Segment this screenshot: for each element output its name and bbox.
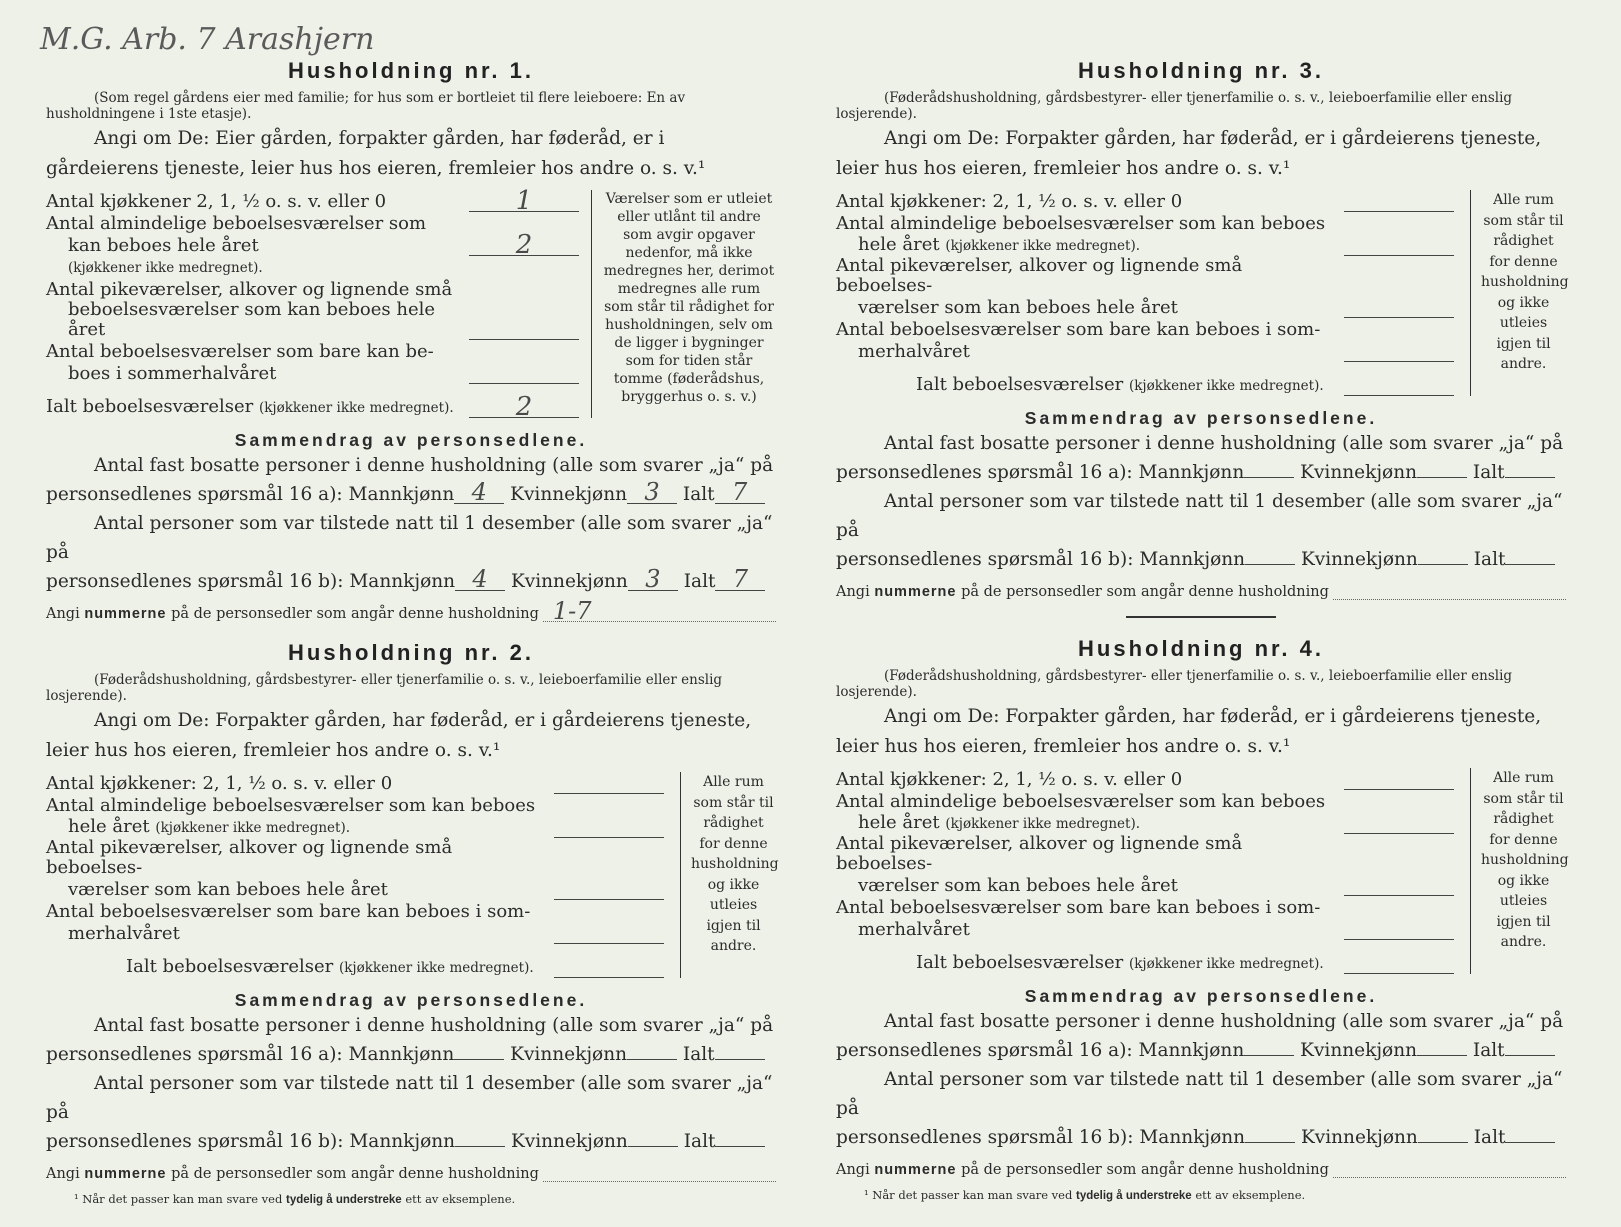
kitchens-label: Antal kjøkkener 2, 1, ½ o. s. v. eller 0 <box>46 191 387 212</box>
present-male-answer[interactable]: 4 <box>455 568 505 591</box>
household-1-present-line-2: personsedlenes spørsmål 16 b): Mannkjønn 4 Kvinnekjønn 3 Ialt 7 <box>46 567 776 596</box>
household-2-title: Husholdning nr. 2. <box>288 640 534 665</box>
maid-rooms-answer[interactable] <box>1344 296 1454 318</box>
rooms-answer[interactable] <box>1344 812 1454 834</box>
household-1-fast-line-2: personsedlenes spørsmål 16 a): Mannkjønn 4 Kvinnekjønn 3 Ialt 7 <box>46 480 776 509</box>
footnote-left: ¹ Når det passer kan man svare ved tydelig å understreke ett av eksemplene. <box>74 1192 516 1206</box>
rooms-label-1: Antal almindelige beboelsesværelser som <box>46 213 427 234</box>
present-total-answer[interactable] <box>715 1146 765 1147</box>
present-total-answer[interactable] <box>1505 1142 1555 1143</box>
numbers-answer[interactable] <box>1333 578 1566 600</box>
kitchens-answer[interactable] <box>1344 190 1454 212</box>
footnote-right: ¹ Når det passer kan man svare ved tydelig å understreke ett av eksemplene. <box>864 1188 1306 1202</box>
fast-total-answer[interactable] <box>1505 1055 1555 1056</box>
maid-rooms-answer[interactable] <box>554 878 664 900</box>
present-female-answer[interactable]: 3 <box>628 568 678 591</box>
total-rooms-label: Ialt beboelsesværelser <box>46 396 254 417</box>
summer-rooms-answer[interactable] <box>1344 918 1454 940</box>
kitchens-answer[interactable]: 1 <box>469 190 579 212</box>
fast-male-answer[interactable] <box>1244 477 1294 478</box>
maid-rooms-answer[interactable] <box>1344 874 1454 896</box>
household-3-title: Husholdning nr. 3. <box>1078 58 1324 83</box>
household-2-side-note: Alle rum som står til rådighet for denne husholdning og ikke utleies igjen til andre. <box>680 772 776 978</box>
fast-female-answer[interactable] <box>1417 477 1467 478</box>
numbers-answer[interactable] <box>543 1160 776 1182</box>
rooms-label-2: kan beboes hele året <box>68 235 259 256</box>
present-total-answer[interactable] <box>1505 564 1555 565</box>
maid-rooms-label-2: beboelsesværelser som kan beboes hele året <box>68 299 436 340</box>
total-rooms-answer[interactable] <box>554 956 664 978</box>
household-1-note: (Som regel gårdens eier med familie; for hus som er bortleiet til flere leieboere: En av husholdningene i 1ste etasje). <box>46 90 686 122</box>
fast-female-answer[interactable] <box>627 1059 677 1060</box>
kitchens-answer[interactable] <box>554 772 664 794</box>
present-male-answer[interactable] <box>455 1146 505 1147</box>
summer-rooms-label-2: boes i sommerhalvåret <box>68 363 277 384</box>
kitchens-answer[interactable] <box>1344 768 1454 790</box>
household-1-side-note: Værelser som er utleiet eller utlånt til andre som avgir opgaver nedenfor, må ikke medregnes her, derimot medregnes alle rum som står til rådighet for husholdningen, selv om de ligger i bygninger som for tiden står tomme (føderådshus, bryggerhus o. s. v.) <box>591 190 776 418</box>
fast-male-answer[interactable]: 4 <box>454 481 504 504</box>
rooms-answer[interactable] <box>554 816 664 838</box>
household-1-angi: Angi om De: Eier gården, forpakter gården, har føderåd, er i gårdeierens tjeneste, leier hus hos eieren, fremleier hos andre o. s. v.¹ <box>46 128 706 179</box>
rooms-answer[interactable]: 2 <box>469 234 579 256</box>
maid-rooms-label-1: Antal pikeværelser, alkover og lignende små <box>46 279 453 300</box>
fast-female-answer[interactable] <box>1417 1055 1467 1056</box>
fast-female-answer[interactable]: 3 <box>627 481 677 504</box>
present-female-answer[interactable] <box>1418 1142 1468 1143</box>
household-2: Husholdning nr. 2. (Føderådshusholdning, gårdsbestyrer- eller tjenerfamilie o. s. v., leieboerfamilie eller enslig losjerende). Angi om De: Forpakter gården, har føderåd, er i gårdeierens tjeneste, leier hus hos eieren, fremleier hos andre o. s. v.¹ Antal kjøkkener: 2, 1, ½ o. s. v. eller 0 Antal almindelige beboelsesværelser som kan beboes hele året (kjøkkener ikke medregnet). Antal pikeværelser, alkover og lignende små beboelses- værelser som kan beboes hele året Antal beboelsesværelser som bare kan beboes i som- merhalvåret Ialt beboelsesværelser (kjøkkener ikke medregnet). Alle rum som står til rådighet for denne husholdning og ikke utleies igjen til andre. Sammendrag av personsedlene. Antal fast bosatte personer i denne husholdning (alle som svarer „ja“ på personsedlenes spørsmål 16 a): Mannkjønn Kvinnekjønn Ialt Antal personer som var tilstede natt til 1 desember (alle som svarer „ja“ på personsedlenes spørsmål 16 b): Mannkjønn Kvinnekjønn Ialt Angi nummerne på de personsedler som angår denne husholdning ¹ Når det passer kan man svare ved tydelig å understreke ett av eksemplene. <box>46 640 779 1206</box>
fast-total-answer[interactable] <box>715 1059 765 1060</box>
household-1-room-form <box>46 186 776 422</box>
numbers-answer[interactable] <box>1333 1156 1566 1178</box>
household-2-note: (Føderådshusholdning, gårdsbestyrer- eller tjenerfamilie o. s. v., leieboerfamilie eller enslig losjerende). <box>46 672 723 704</box>
household-4-side-note: Alle rum som står til rådighet for denne husholdning og ikke utleies igjen til andre. <box>1470 768 1566 974</box>
total-rooms-answer[interactable] <box>1344 374 1454 396</box>
right-column <box>836 40 1569 1202</box>
household-3: Husholdning nr. 3. (Føderådshusholdning, gårdsbestyrer- eller tjenerfamilie o. s. v., leieboerfamilie eller enslig losjerende). Angi om De: Forpakter gården, har føderåd, er i gårdeierens tjeneste, leier hus hos eieren, fremleier hos andre o. s. v.¹ Antal kjøkkener: 2, 1, ½ o. s. v. eller 0 Antal almindelige beboelsesværelser som kan beboes hele året (kjøkkener ikke medregnet). Antal pikeværelser, alkover og lignende små beboelses- værelser som kan beboes hele året Antal beboelsesværelser som bare kan beboes i som- merhalvåret Ialt beboelsesværelser (kjøkkener ikke medregnet). Alle rum som står til rådighet for denne husholdning og ikke utleies igjen til andre. Sammendrag av personsedlene. Antal fast bosatte personer i denne husholdning (alle som svarer „ja“ på personsedlenes spørsmål 16 a): Mannkjønn Kvinnekjønn Ialt Antal personer som var tilstede natt til 1 desember (alle som svarer „ja“ på personsedlenes spørsmål 16 b): Mannkjønn Kvinnekjønn Ialt Angi nummerne på de personsedler som angår denne husholdning <box>836 58 1566 618</box>
numbers-answer[interactable]: 1-7 <box>543 600 776 622</box>
present-total-answer[interactable]: 7 <box>715 568 765 591</box>
present-female-answer[interactable] <box>1418 564 1468 565</box>
rooms-label-3: (kjøkkener ikke medregnet). <box>68 260 263 276</box>
fast-male-answer[interactable] <box>454 1059 504 1060</box>
total-rooms-answer[interactable] <box>1344 952 1454 974</box>
summer-rooms-answer[interactable] <box>554 922 664 944</box>
left-column <box>46 40 779 1206</box>
present-female-answer[interactable] <box>628 1146 678 1147</box>
household-3-side-note: Alle rum som står til rådighet for denne husholdning og ikke utleies igjen til andre. <box>1470 190 1566 396</box>
household-4: Husholdning nr. 4. (Føderådshusholdning, gårdsbestyrer- eller tjenerfamilie o. s. v., leieboerfamilie eller enslig losjerende). Angi om De: Forpakter gården, har føderåd, er i gårdeierens tjeneste, leier hus hos eieren, fremleier hos andre o. s. v.¹ Antal kjøkkener: 2, 1, ½ o. s. v. eller 0 Antal almindelige beboelsesværelser som kan beboes hele året (kjøkkener ikke medregnet). Antal pikeværelser, alkover og lignende små beboelses- værelser som kan beboes hele året Antal beboelsesværelser som bare kan beboes i som- merhalvåret Ialt beboelsesværelser (kjøkkener ikke medregnet). Alle rum som står til rådighet for denne husholdning og ikke utleies igjen til andre. Sammendrag av personsedlene. Antal fast bosatte personer i denne husholdning (alle som svarer „ja“ på personsedlenes spørsmål 16 a): Mannkjønn Kvinnekjønn Ialt Antal personer som var tilstede natt til 1 desember (alle som svarer „ja“ på personsedlenes spørsmål 16 b): Mannkjønn Kvinnekjønn Ialt Angi nummerne på de personsedler som angår denne husholdning ¹ Når det passer kan man svare ved tydelig å understreke ett av eksemplene. <box>836 636 1569 1202</box>
household-1 <box>46 58 776 625</box>
summer-rooms-answer[interactable] <box>469 362 579 384</box>
handwritten-header: M.G. Arb. 7 Arashjern <box>40 22 375 57</box>
fast-male-answer[interactable] <box>1244 1055 1294 1056</box>
present-male-answer[interactable] <box>1245 564 1295 565</box>
fast-total-answer[interactable]: 7 <box>715 481 765 504</box>
maid-rooms-answer[interactable] <box>469 318 579 340</box>
total-rooms-answer[interactable]: 2 <box>469 396 579 418</box>
household-1-fast-line-1: Antal fast bosatte personer i denne husholdning (alle som svarer „ja“ på <box>94 455 774 476</box>
section-divider <box>1126 616 1276 618</box>
fast-total-answer[interactable] <box>1505 477 1555 478</box>
present-male-answer[interactable] <box>1245 1142 1295 1143</box>
household-4-title: Husholdning nr. 4. <box>1078 636 1324 661</box>
summer-rooms-answer[interactable] <box>1344 340 1454 362</box>
household-2-angi: Angi om De: Forpakter gården, har føderåd, er i gårdeierens tjeneste, leier hus hos eieren, fremleier hos andre o. s. v.¹ <box>46 710 752 761</box>
household-1-title: Husholdning nr. 1. <box>288 58 534 83</box>
household-1-summary-title: Sammendrag av personsedlene. <box>234 430 588 450</box>
household-2-room-form: Antal kjøkkener: 2, 1, ½ o. s. v. eller 0 Antal almindelige beboelsesværelser som kan beboes hele året (kjøkkener ikke medregnet). Antal pikeværelser, alkover og lignende små beboelses- værelser som kan beboes hele året Antal beboelsesværelser som bare kan beboes i som- merhalvåret Ialt beboelsesværelser (kjøkkener ikke medregnet). Alle rum som står til rådighet for denne husholdning og ikke utleies igjen til andre. <box>46 773 779 977</box>
household-1-present-line-1: Antal personer som var tilstede natt til 1 desember (alle som svarer „ja“ på <box>46 513 773 563</box>
total-rooms-note: (kjøkkener ikke medregnet). <box>258 400 454 416</box>
rooms-answer[interactable] <box>1344 234 1454 256</box>
summer-rooms-label-1: Antal beboelsesværelser som bare kan be- <box>46 341 434 362</box>
household-1-numbers-line: Angi nummerne på de personsedler som angår denne husholdning 1-7 <box>46 600 776 622</box>
